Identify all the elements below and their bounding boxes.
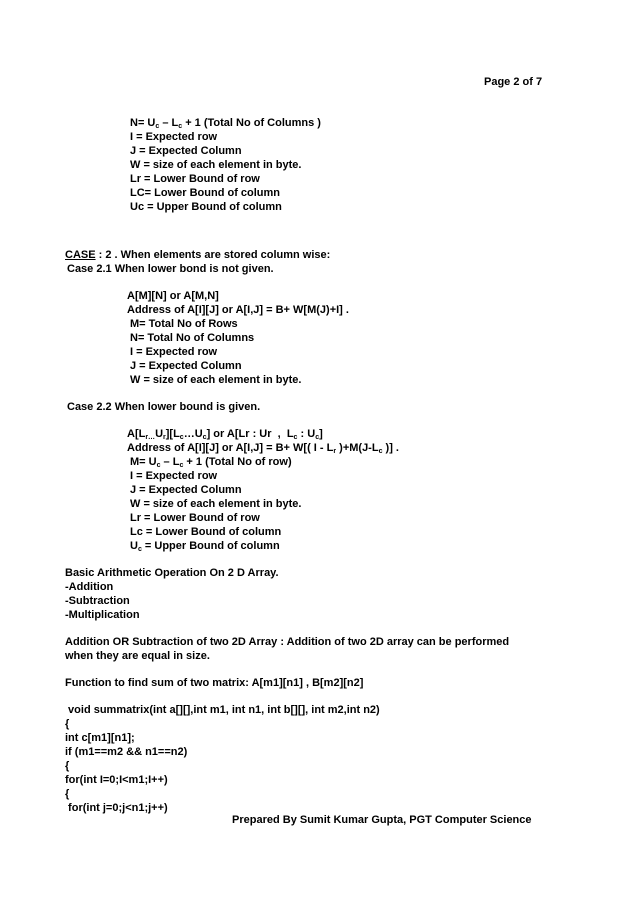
formula-n-columns: $N= U_c - L_c + 1$ (Total No of Columns ) — [130, 117, 321, 130]
code-line-4: if (m1==m2 && n1==n2) — [65, 746, 188, 758]
addsub-line-1: Addition OR Subtraction of two 2D Array : Addition of two 2D array can be performed — [65, 636, 510, 648]
arith-item-multiplication: -Multiplication — [65, 609, 140, 621]
def-i-22: I = Expected row — [130, 470, 218, 482]
code-line-1: void summatrix(int a[][],int m1, int n1, int b[][], int m2,int n2) — [65, 704, 380, 716]
def-n-21: N= Total No of Columns — [130, 332, 255, 344]
def-i-21: I = Expected row — [130, 346, 218, 358]
def-uc-22: $U_c$ = Upper Bound of column — [130, 540, 280, 553]
code-line-8: for(int j=0;j<n1;j++) — [65, 802, 168, 814]
code-line-2: { — [65, 718, 70, 730]
def-m-21: M= Total No of Rows — [130, 318, 238, 330]
arith-item-subtraction: -Subtraction — [65, 595, 130, 607]
def-lr-22: Lr = Lower Bound of row — [130, 512, 260, 524]
footer-credit: Prepared By Sumit Kumar Gupta, PGT Computer Science — [232, 814, 532, 826]
addsub-line-2: when they are equal in size. — [65, 650, 210, 662]
def-lc: LC= Lower Bound of column — [130, 187, 281, 199]
case21-heading: Case 2.1 When lower bond is not given. — [67, 263, 274, 275]
def-w: W = size of each element in byte. — [130, 159, 302, 171]
def-j-21: J = Expected Column — [130, 360, 242, 372]
code-line-6: for(int I=0;I<m1;I++) — [65, 774, 168, 786]
address-formula-22: Address of A[I][J] or A[I,J] = B+ W[( I - $L_r$ )$+M(J-L_c$ )] . — [127, 442, 399, 455]
def-lc-22: Lc = Lower Bound of column — [130, 526, 282, 538]
formula-m-rows: $M= U_c - L_c + 1$ (Total No of row) — [130, 456, 292, 469]
def-j: J = Expected Column — [130, 145, 242, 157]
code-line-3: int c[m1][n1]; — [65, 732, 135, 744]
def-lr: Lr = Lower Bound of row — [130, 173, 260, 185]
array-decl-22: $A[L_{r\dots}U_r][L_c\dots U_c]$ or A[Lr : Ur , $L_c$ : $U_c$] — [127, 428, 323, 441]
case2-heading: CASE : 2 . When elements are stored column wise: — [65, 249, 331, 261]
code-line-7: { — [65, 788, 70, 800]
def-i: I = Expected row — [130, 131, 218, 143]
def-uc: Uc = Upper Bound of column — [130, 201, 282, 213]
arith-title: Basic Arithmetic Operation On 2 D Array. — [65, 567, 279, 579]
page-number: Page 2 of 7 — [484, 76, 543, 88]
def-w-21: W = size of each element in byte. — [130, 374, 302, 386]
case22-heading: Case 2.2 When lower bound is given. — [67, 401, 261, 413]
def-j-22: J = Expected Column — [130, 484, 242, 496]
address-formula-21: Address of A[I][J] or A[I,J] = B+ W[M(J)+I] . — [127, 304, 349, 316]
code-line-5: { — [65, 760, 70, 772]
arith-item-addition: -Addition — [65, 581, 114, 593]
array-decl-21: A[M][N] or A[M,N] — [127, 290, 219, 302]
function-title: Function to find sum of two matrix: A[m1][n1] , B[m2][n2] — [65, 677, 364, 689]
def-w-22: W = size of each element in byte. — [130, 498, 302, 510]
